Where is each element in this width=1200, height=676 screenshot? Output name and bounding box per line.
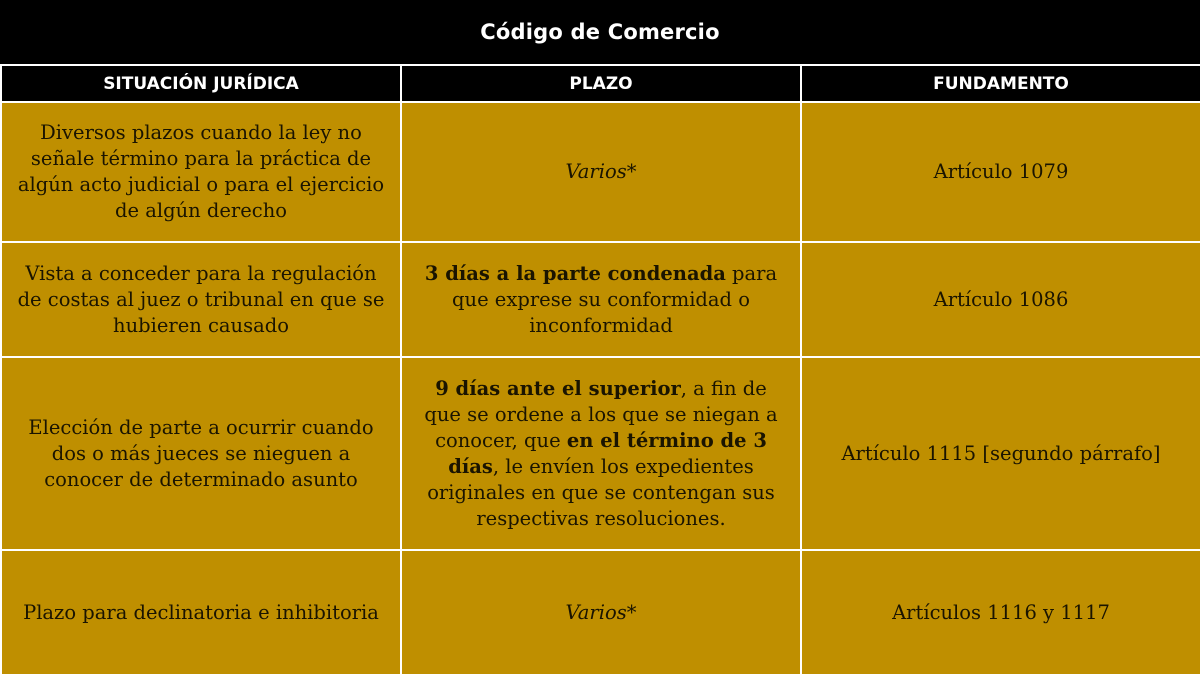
column-header-plazo: PLAZO [401,65,801,102]
cell-fundamento: Artículo 1079 [801,102,1200,242]
cell-fundamento: Artículo 1086 [801,242,1200,357]
cell-fundamento: Artículo 1115 [segundo párrafo] [801,357,1200,550]
table-row [1,357,1200,550]
cell-plazo [401,102,801,242]
column-header-fundamento: FUNDAMENTO [801,65,1200,102]
plazo-bold-text: 3 días a la parte condenada [424,261,726,285]
page-title: Código de Comercio [0,0,1200,64]
plazo-text: , le envíen los expedientes originales en que se contengan sus respectivas resoluciones. [427,454,775,530]
comercio-plazos-table [0,64,1200,676]
table-header-row [1,65,1200,102]
cell-plazo [401,242,801,357]
plazo-italic-text: Varios* [565,160,637,183]
table-row [1,550,1200,675]
plazo-bold-text: 9 días ante el superior [435,376,681,400]
cell-plazo [401,357,801,550]
cell-situacion: Diversos plazos cuando la ley no señale término para la práctica de algún acto judicial o para el ejercicio de algún derecho [1,102,401,242]
table-row [1,242,1200,357]
column-header-situacion: SITUACIÓN JURÍDICA [1,65,401,102]
cell-situacion: Vista a conceder para la regulación de costas al juez o tribunal en que se hubieren causado [1,242,401,357]
plazo-text: para que exprese su conformidad o inconformidad [452,261,778,337]
cell-situacion: Elección de parte a ocurrir cuando dos o más jueces se nieguen a conocer de determinado asunto [1,357,401,550]
cell-fundamento: Artículos 1116 y 1117 [801,550,1200,675]
plazo-italic-text: Varios* [565,600,637,624]
plazo-text: , a fin de que se ordene a los que se niegan a conocer, que [424,376,778,452]
cell-plazo [401,550,801,675]
plazo-bold-text: en el término de 3 días [448,428,767,478]
cell-situacion: Plazo para declinatoria e inhibitoria [1,550,401,675]
table-row [1,102,1200,242]
